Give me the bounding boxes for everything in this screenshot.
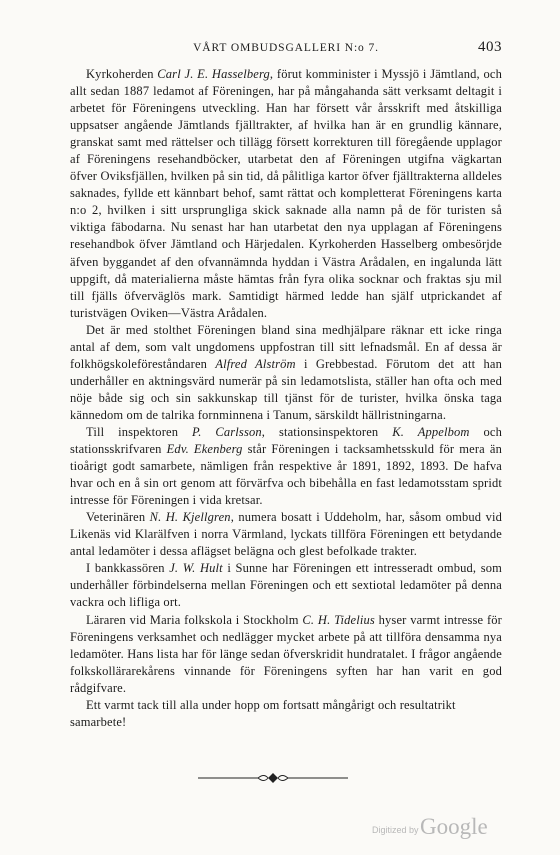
text-run: , förut komminister i Myssjö i Jämtland, och allt sedan 1887 ledamot af Föreningen, har på mångahanda sätt verksamt deltagit i arbetet för Föreningens utveckling. Han har försett vår årsskrift med åtskilliga uppsatser angående Jämtlands fjälltrakter, af hvilka han är en grundlig kännare, granskat samt med rättelser och tillägg försett korrekturen till föregående upplagor af Föreningens resehandböcker, utarbetat den af Föreningen utgifna vägkartan öfver Oviksfjällen, hvilken på sin tid, då pålitliga kartor öfver fjälltrakterna alldeles saknades, fyllde ett kännbart behof, samt rättat och kompletterat Föreningens karta n:o 2, hvilken i sitt ursprungliga skick saknade alla namn på de för turisten så viktiga fäbodarna. Nu senast har han utarbetat den nya upplagan af Föreningens resehandbok öfver Jämtland och Härjedalen. Kyrkoherden Hasselberg ombesörjde äfven byggandet af den ofvannämnda hyddan i Västra Arådalen, en ingalunda lätt uppgift, då materialierna måste hämtas från fyra olika socknar och fraktas sju mil till fjälls öfverväglös mark. Samtidigt härmed ledde han själf utprickandet af turistvägen Oviken—Västra Arådalen. <box>70 67 503 320</box>
text-run: , stationsinspektoren <box>261 424 393 439</box>
person-name: P. Carlsson <box>192 424 262 439</box>
google-logo: Google <box>420 814 488 839</box>
text-run: Kyrkoherden <box>86 67 158 81</box>
text-run: hyser varmt intresse för Föreningens verksamhet och nedlägger mycket arbete på att tillföra densamma nya ledamöter. Hans lista har för länge sedan öfverskridit hundratalet. I frågor angående folkskollärarekårens vinnande för Föreningens syften har han varit en god rådgifvare. <box>70 612 502 695</box>
text-run: Veterinären <box>86 510 150 525</box>
paragraph <box>70 509 502 560</box>
text-run: i Grebbestad. Förutom det att han underhåller en aktningsvärd numerär på sin ledamotslista, ställer han ofta och med nöje både sig och sin sakkunskap till tjänst för de turister, hvilka önska taga kännedom om de talrika fornminnena i Tanum, särskildt hällristningarna. <box>70 356 502 422</box>
text-run: Till inspektoren <box>86 424 193 439</box>
person-name: C. H. Tidelius <box>302 612 375 627</box>
text-run: och stationsskrifvaren <box>70 424 503 457</box>
ornamental-rule-icon <box>198 771 348 785</box>
person-name: N. H. Kjellgren <box>149 510 231 525</box>
paragraph <box>70 66 502 322</box>
running-head: VÅRT OMBUDSGALLERI N:o 7. <box>193 42 379 54</box>
text-run: Ett varmt tack till alla under hopp om fortsatt mångårigt och resultatrikt samarbete! <box>70 697 456 729</box>
paragraph <box>70 424 502 509</box>
paragraph <box>70 697 502 731</box>
page-header <box>70 39 502 62</box>
person-name: Edv. Ekenberg <box>166 442 243 457</box>
text-run: Läraren vid Maria folkskola i Stockholm <box>86 612 303 627</box>
paragraph <box>70 612 502 697</box>
paragraph <box>70 560 502 611</box>
text-run: I bankkassören <box>86 561 170 576</box>
person-name: J. W. Hult <box>169 561 223 576</box>
person-name: K. Appelbom <box>392 424 470 439</box>
digitized-by-watermark <box>372 814 522 844</box>
text-run: , numera bosatt i Uddeholm, har, såsom ombud vid Likenäs vid Klarälfven i norra Värmland, lyckats tillföra Föreningen ett betydande antal ledamöter i dessa aflägset belägna och glest befolkade trakter. <box>70 510 502 559</box>
paragraph <box>70 322 502 424</box>
body-text <box>70 66 502 731</box>
text-run: i Sunne har Föreningen ett intresseradt ombud, som underhåller förbindelserna mellan Föreningen och ett sextiotal ledamöter på denna vackra och lifliga ort. <box>70 561 502 610</box>
digitized-by-label: Digitized by <box>372 825 419 835</box>
page-number: 403 <box>478 39 502 55</box>
text-run: står Föreningen i tacksamhetsskuld för mera än tioårigt godt samarbete, nämligen från respektive år 1891, 1892, 1893. De hafva hvar och en å sin ort genom att förvärfva och bibehålla en fast ledamotsstam spridt intresse för Föreningen i vida kretsar. <box>70 442 503 508</box>
person-name: Carl J. E. Hasselberg <box>157 67 270 81</box>
person-name: Alfred Alström <box>215 356 296 371</box>
text-run: Det är med stolthet Föreningen bland sina medhjälpare räknar ett icke ringa antal af dem, som valt ungdomens uppfostran till sitt lefnadsmål. En af dessa är folkhögskoleföreståndaren <box>70 322 502 371</box>
